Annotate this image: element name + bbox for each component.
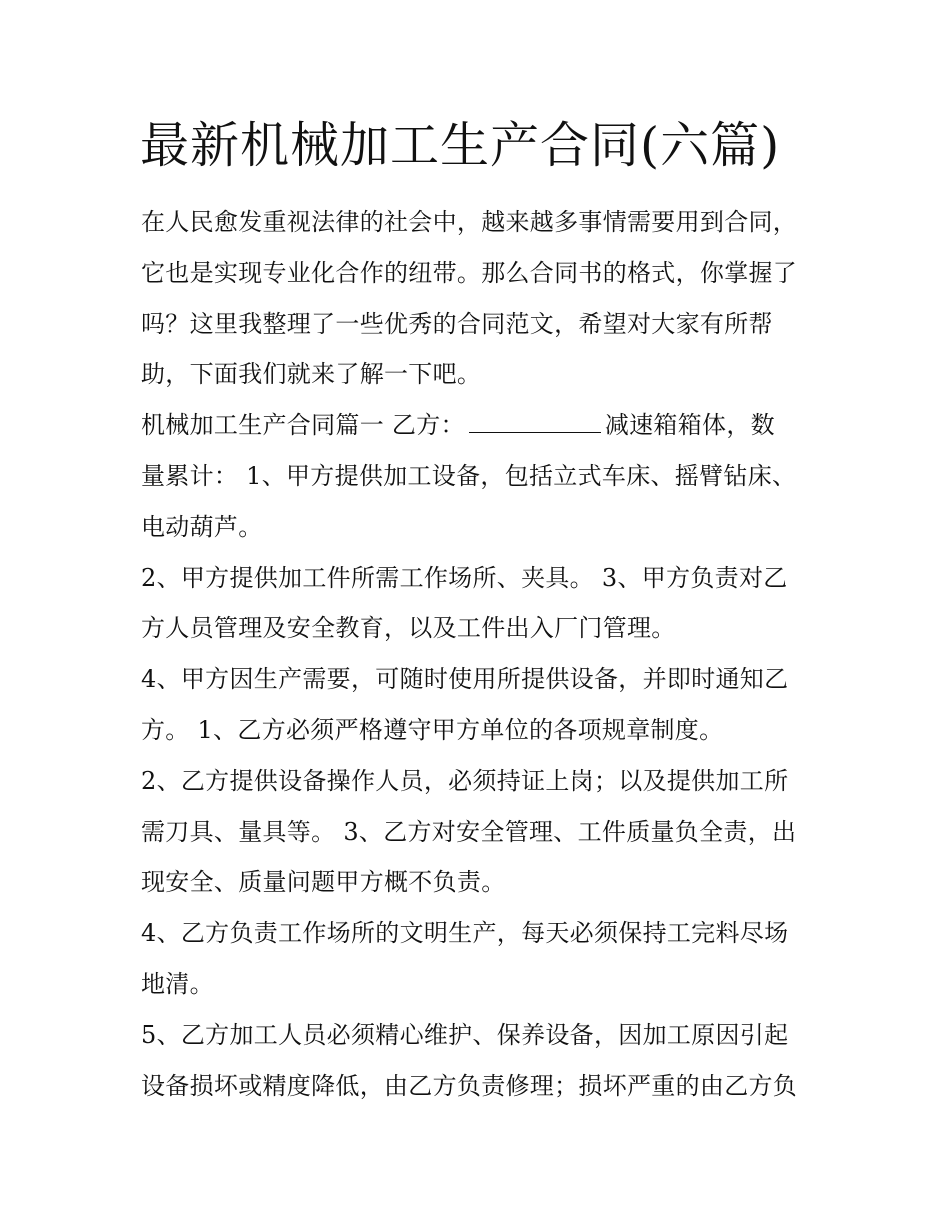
- text-line: 它也是实现专业化合作的纽带。那么合同书的格式，你掌握了: [141, 258, 798, 287]
- text-line: 在人民愈发重视法律的社会中，越来越多事情需要用到合同，: [141, 208, 798, 236]
- text-line: 需刀具、量具等。 3、乙方对安全管理、工件质量负全责，出: [141, 817, 797, 846]
- document-body: [141, 197, 841, 1111]
- fill-in-blank: [469, 414, 601, 433]
- text-line: 量累计： 1、甲方提供加工设备，包括立式车床、摇臂钻床、: [141, 461, 797, 490]
- text-line: 方人员管理及安全教育，以及工件出入厂门管理。: [141, 614, 676, 643]
- text-line: 4、甲方因生产需要，可随时使用所提供设备，并即时通知乙: [141, 665, 789, 694]
- text-line: 电动葫芦。: [141, 512, 263, 541]
- text-line: 地清。: [141, 969, 214, 998]
- text-line: 4、乙方负责工作场所的文明生产，每天必须保持工完料尽场: [141, 919, 789, 948]
- text-line: 吗？这里我整理了一些优秀的合同范文，希望对大家有所帮: [141, 309, 773, 338]
- text-line: 设备损坏或精度降低，由乙方负责修理；损坏严重的由乙方负: [141, 1071, 798, 1100]
- section-heading-text: 机械加工生产合同篇一 乙方：: [141, 411, 465, 440]
- text-line: [141, 400, 841, 451]
- text-line: 方。 1、乙方必须严格遵守甲方单位的各项规章制度。: [141, 715, 724, 744]
- text-after-blank: 减速箱箱体，数: [604, 411, 775, 440]
- document-title: 最新机械加工生产合同(六篇): [140, 117, 781, 174]
- text-line: 助，下面我们就来了解一下吧。: [141, 360, 482, 389]
- text-line: 2、乙方提供设备操作人员，必须持证上岗；以及提供加工所: [141, 766, 789, 795]
- text-line: 现安全、质量问题甲方概不负责。: [141, 868, 506, 897]
- text-line: 5、乙方加工人员必须精心维护、保养设备，因加工原因引起: [141, 1020, 789, 1049]
- text-line: 2、甲方提供加工件所需工作场所、夹具。 3、甲方负责对乙: [141, 563, 788, 592]
